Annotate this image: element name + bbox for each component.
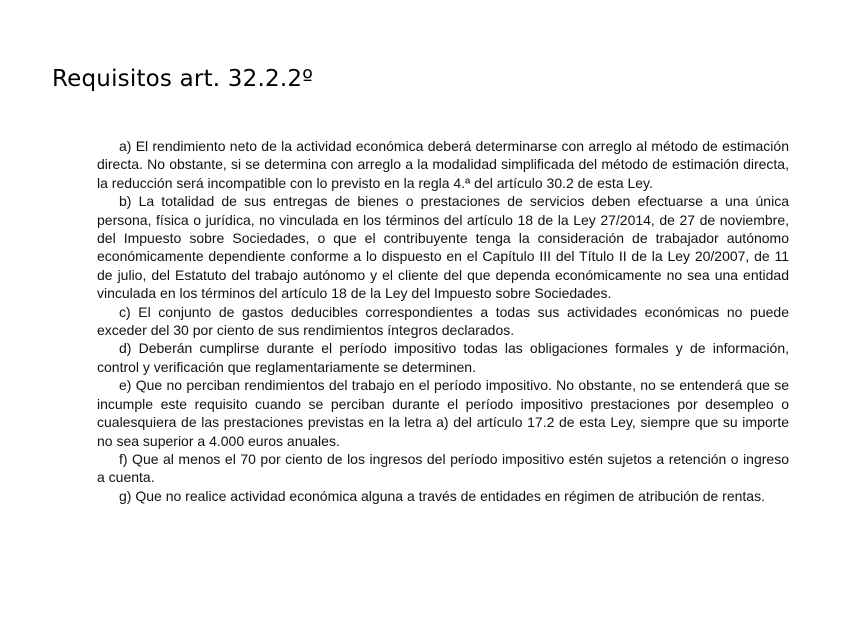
slide-title: Requisitos art. 32.2.2º bbox=[52, 66, 314, 92]
legal-text-block bbox=[97, 137, 789, 505]
requirement-e-paragraph: e) Que no perciban rendimientos del trabajo en el período impositivo. No obstante, no se entenderá que se incumple este requisito cuando se perciban durante el período impositivo prestaciones por desempleo o cualesquiera de las prestaciones previstas en la letra a) del artículo 17.2 de esta Ley, siempre que su importe no sea superior a 4.000 euros anuales. bbox=[97, 377, 789, 449]
requirement-g-paragraph: g) Que no realice actividad económica alguna a través de entidades en régimen de atribución de rentas. bbox=[119, 487, 765, 504]
requirement-d-paragraph: d) Deberán cumplirse durante el período impositivo todas las obligaciones formales y de información, control y verificación que reglamentariamente se determinen. bbox=[97, 340, 789, 375]
requirement-a-paragraph: a) El rendimiento neto de la actividad económica deberá determinarse con arreglo al método de estimación directa. No obstante, si se determina con arreglo a la modalidad simplificada del método de estimación directa, la reducción será incompatible con lo previsto en la regla 4.ª del artículo 30.2 de esta Ley. bbox=[97, 138, 789, 191]
requirement-c-paragraph: c) El conjunto de gastos deducibles correspondientes a todas sus actividades económicas no puede exceder del 30 por ciento de sus rendimientos íntegros declarados. bbox=[97, 303, 789, 339]
requirement-f-paragraph: f) Que al menos el 70 por ciento de los ingresos del período impositivo estén sujetos a retención o ingreso a cuenta. bbox=[97, 450, 789, 486]
requirement-b-paragraph: b) La totalidad de sus entregas de bienes o prestaciones de servicios deben efectuarse a una única persona, física o jurídica, no vinculada en los términos del artículo 18 de la Ley 27/2014, de 27 de noviembre, del Impuesto sobre Sociedades, o que el contribuyente tenga la consideración de trabajador autónomo económicamente dependiente conforme a lo dispuesto en el Capítulo III del Título II de la Ley 20/2007, de 11 de julio, del Estatuto del trabajo autónomo y el cliente del que dependa económicamente no sea una entidad vinculada en los términos del artículo 18 de la Ley del Impuesto sobre Sociedades. bbox=[97, 193, 789, 302]
